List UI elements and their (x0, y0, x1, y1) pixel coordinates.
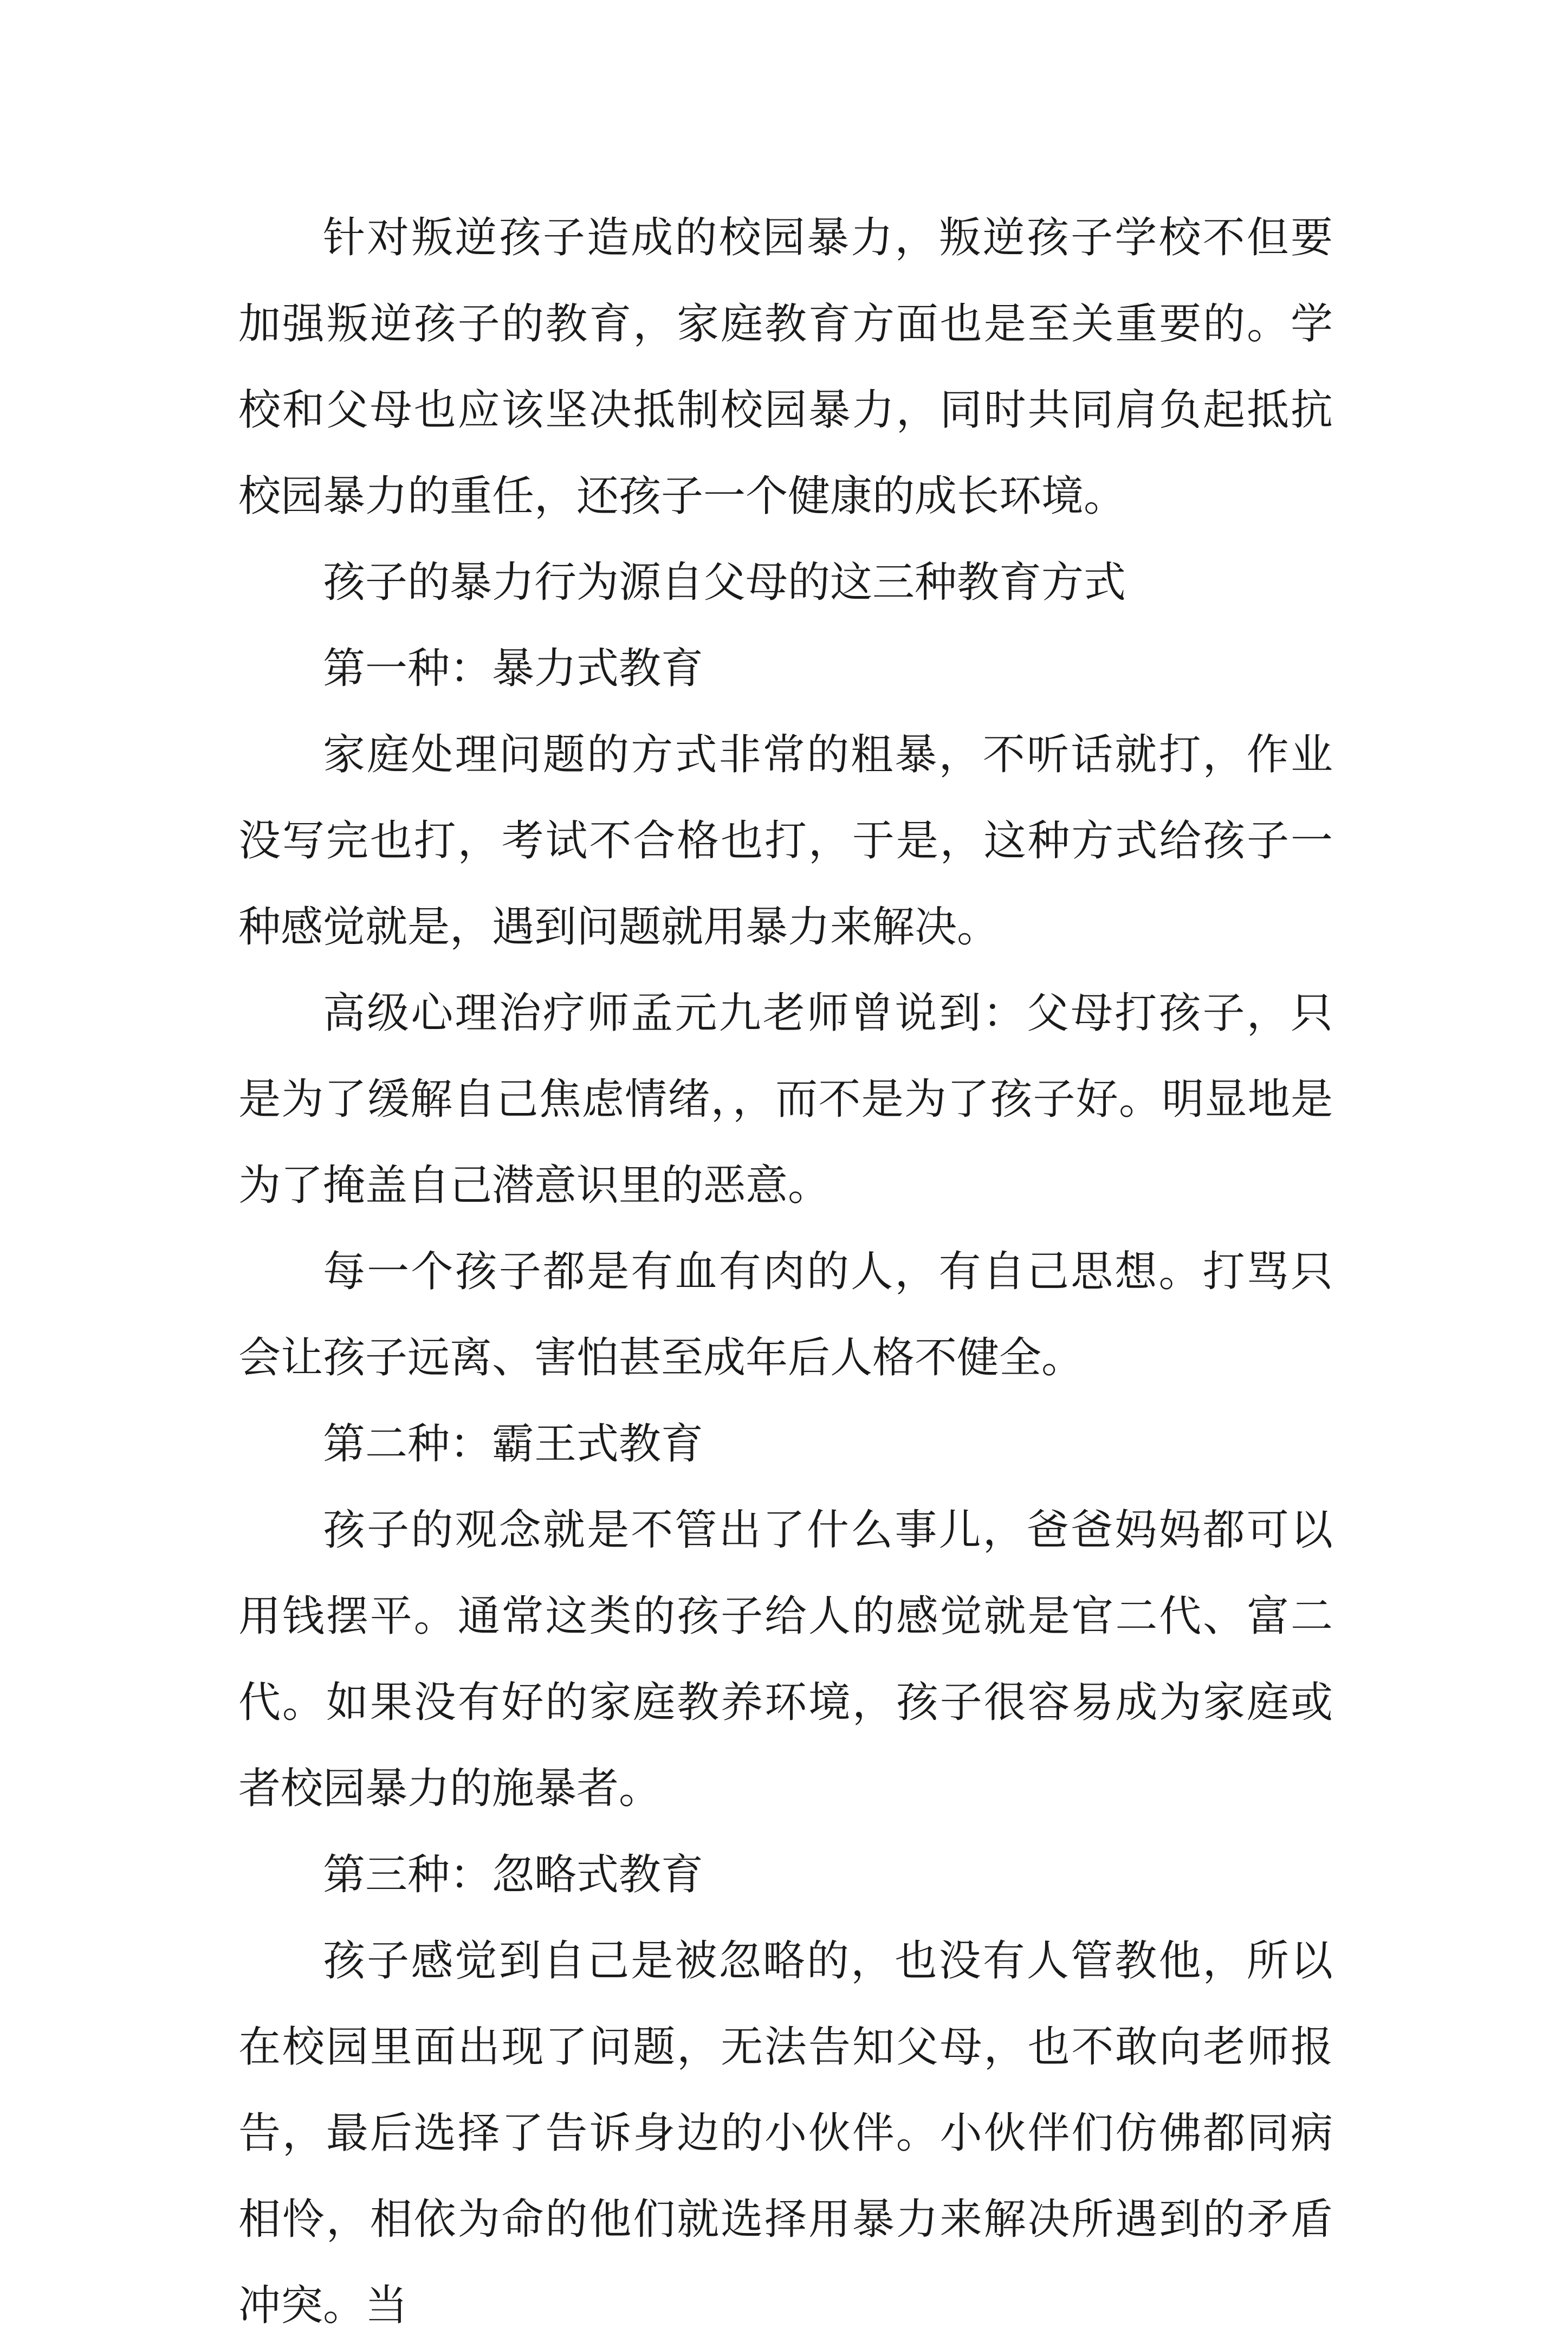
subheading-second-type: 第二种：霸王式教育 (323, 1420, 704, 1468)
paragraph-quote: 高级心理治疗师孟元九老师曾说到：父母打孩子，只是为了缓解自己焦虑情绪，，而不是为了孩子好。明显地是为了掩盖自己潜意识里的恶意。 (238, 989, 1333, 1210)
paragraph-first-type: 家庭处理问题的方式非常的粗暴，不听话就打，作业没写完也打，考试不合格也打，于是，这种方式给孩子一种感觉就是，遇到问题就用暴力来解决。 (238, 730, 1333, 952)
paragraph-third-type: 孩子感觉到自己是被忽略的，也没有人管教他，所以在校园里面出现了问题，无法告知父母，也不敢向老师报告，最后选择了告诉身边的小伙伴。小伙伴们仿佛都同病相怜，相依为命的他们就选择用暴力来解决所遇到的矛盾冲突。当 (238, 1937, 1333, 2330)
subheading-third-type: 第三种：忽略式教育 (323, 1850, 704, 1899)
paragraph-intro: 针对叛逆孩子造成的校园暴力，叛逆孩子学校不但要加强叛逆孩子的教育，家庭教育方面也是至关重要的。学校和父母也应该坚决抵制校园暴力，同时共同肩负起抵抗校园暴力的重任，还孩子一个健康的成长环境。 (238, 213, 1333, 521)
paragraph-every-child: 每一个孩子都是有血有肉的人，有自己思想。打骂只会让孩子远离、害怕甚至成年后人格不健全。 (238, 1247, 1333, 1382)
subheading-first-type: 第一种：暴力式教育 (323, 644, 704, 693)
paragraph-second-type: 孩子的观念就是不管出了什么事儿，爸爸妈妈都可以用钱摆平。通常这类的孩子给人的感觉就是官二代、富二代。如果没有好的家庭教养环境，孩子很容易成为家庭或者校园暴力的施暴者。 (238, 1506, 1333, 1813)
section-heading: 孩子的暴力行为源自父母的这三种教育方式 (323, 558, 1126, 607)
body-text (238, 195, 1333, 2349)
